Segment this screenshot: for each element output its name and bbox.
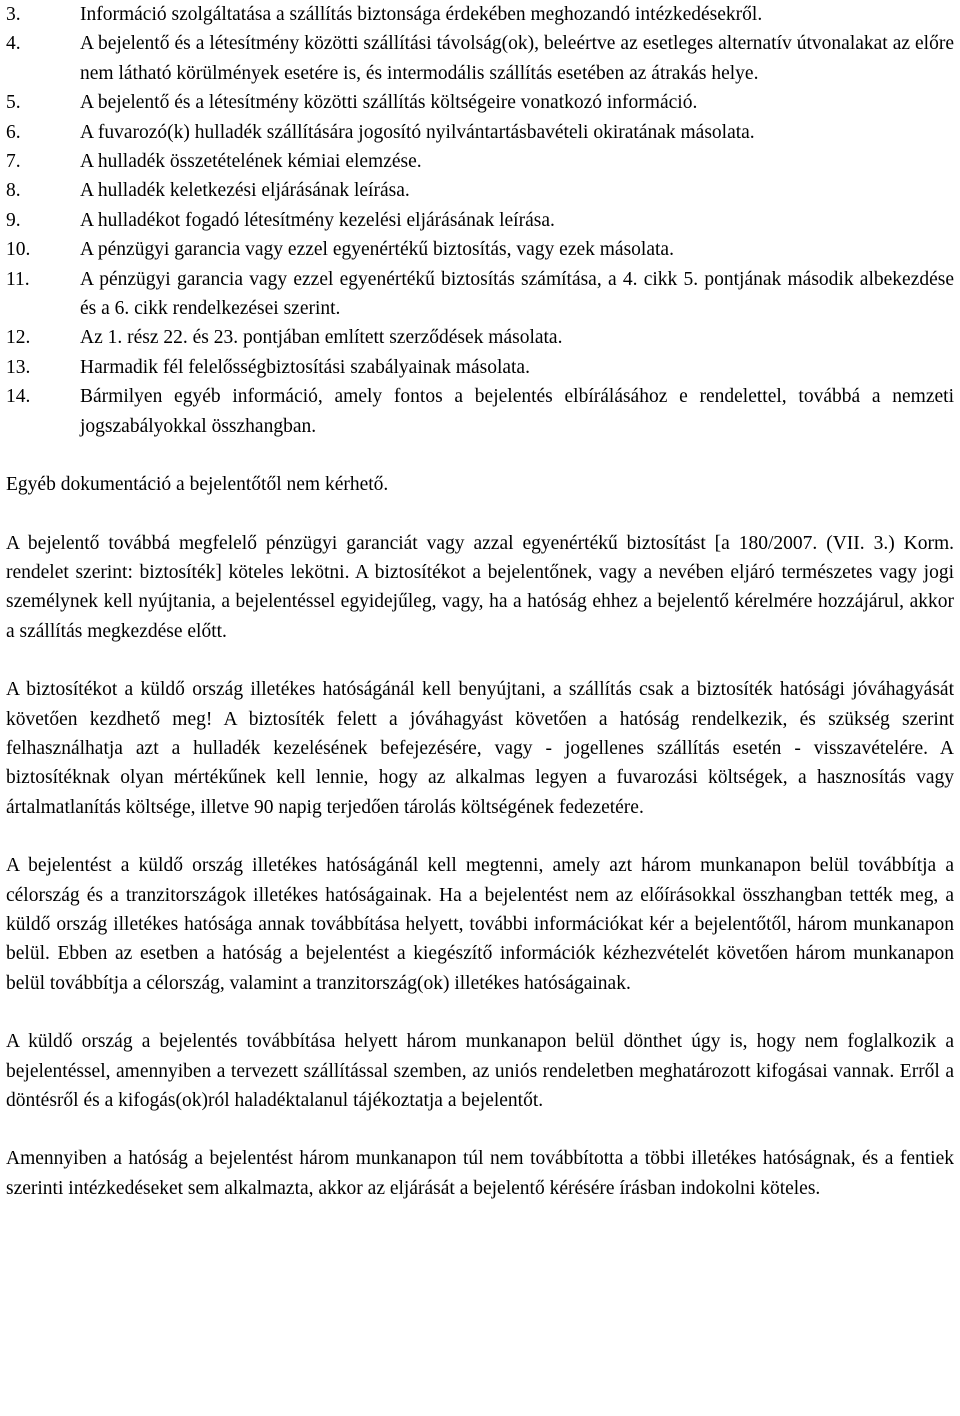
list-item — [6, 206, 954, 235]
list-item-text: Harmadik fél felelősségbiztosítási szabályainak másolata. — [80, 356, 530, 378]
list-item-text: Információ szolgáltatása a szállítás biztonsága érdekében meghozandó intézkedésekről. — [80, 4, 763, 25]
list-item-text: A hulladék keletkezési eljárásának leírása. — [80, 180, 410, 202]
list-item-text: A hulladékot fogadó létesítmény kezelési eljárásának leírása. — [80, 209, 555, 231]
list-item — [6, 0, 954, 29]
list-item-number: 14. — [6, 386, 31, 408]
list-item-text: A bejelentő és a létesítmény közötti szállítás költségeire vonatkozó információ. — [80, 92, 698, 114]
paragraph-sending-country-decision: A küldő ország a bejelentés továbbítása helyett három munkanapon belül dönthet úgy is, hogy nem foglalkozik a bejelentéssel, amennyiben a tervezett szállítással szemben, az uniós rendeletben meghatározott kifogásai vannak. Erről a döntésről és a kifogás(ok)ról haladéktalanul tájékoztatja a bejelentőt. — [6, 1031, 954, 1111]
list-item-text: Bármilyen egyéb információ, amely fontos a bejelentés elbírálásához e rendelettel, továbbá a nemzeti jogszabályokkal összhangban. — [80, 386, 954, 437]
list-item — [6, 147, 954, 176]
list-item — [6, 29, 954, 88]
list-item-number: 6. — [6, 121, 21, 143]
list-item-number: 9. — [6, 209, 21, 231]
paragraph-financial-guarantee: A bejelentő továbbá megfelelő pénzügyi garanciát vagy azzal egyenértékű biztosítást [a 180/2007. (VII. 3.) Korm. rendelet szerint: biztosíték] köteles lekötni. A biztosítékot a bejelentőnek, vagy a nevében eljáró természetes vagy jogi személynek kell nyújtania, a bejelentéssel egyidejűleg, vagy, ha a hatóság ehhez a bejelentő kérelmére hozzájárul, akkor a szállítás megkezdése előtt. — [6, 532, 954, 642]
list-item-text: A pénzügyi garancia vagy ezzel egyenértékű biztosítás, vagy ezek másolata. — [80, 239, 674, 261]
list-item-number: 8. — [6, 180, 21, 202]
list-item-number: 5. — [6, 92, 21, 114]
list-item-text: A bejelentő és a létesítmény közötti szállítási távolság(ok), beleértve az esetleges alternatív útvonalakat az előre nem látható körülmények esetére is, és intermodális szállítás esetében az átrakás helye. — [80, 33, 954, 84]
list-item — [6, 118, 954, 147]
list-item-number: 12. — [6, 327, 31, 349]
requirements-list — [6, 0, 954, 441]
list-item — [6, 235, 954, 264]
list-item — [6, 265, 954, 324]
list-item — [6, 88, 954, 117]
list-item-number: 4. — [6, 33, 21, 55]
list-item-number: 13. — [6, 356, 31, 378]
list-item-text: A hulladék összetételének kémiai elemzése. — [80, 151, 422, 173]
paragraph-justification-duty: Amennyiben a hatóság a bejelentést három munkanapon túl nem továbbította a többi illetékes hatóságnak, és a fentiek szerinti intézkedéseket sem alkalmazta, akkor az eljárását a bejelentő kérésére írásban indokolni köteles. — [6, 1148, 954, 1199]
list-item-text: A fuvarozó(k) hulladék szállítására jogosító nyilvántartásbavételi okiratának másolata. — [80, 121, 755, 143]
list-item-number: 3. — [6, 4, 21, 25]
list-item — [6, 353, 954, 382]
paragraph-guarantee-submission: A biztosítékot a küldő ország illetékes hatóságánál kell benyújtani, a szállítás csak a biztosíték hatósági jóváhagyását követően kezdhető meg! A biztosíték felett a jóváhagyást követően a hatóság rendelkezik, és szükség szerint felhasználhatja azt a hulladék kezelésének befejezésére, vagy - jogellenes szállítás esetén - visszavételére. A biztosítéknak olyan mértékűnek kell lennie, hogy az alkalmas legyen a fuvarozási költségek, a hasznosítás vagy ártalmatlanítás költsége, illetve 90 napig terjedően tárolás költségének fedezetére. — [6, 679, 954, 818]
list-item-number: 11. — [6, 268, 30, 290]
list-item-number: 10. — [6, 239, 31, 261]
list-item-text: A pénzügyi garancia vagy ezzel egyenértékű biztosítás számítása, a 4. cikk 5. pontjának második albekezdése és a 6. cikk rendelkezései szerint. — [80, 268, 954, 320]
paragraph-notification-forwarding: A bejelentést a küldő ország illetékes hatóságánál kell megtenni, amely azt három munkanapon belül továbbítja a célország és a tranzitországok illetékes hatóságainak. Ha a bejelentést nem az előírásokkal összhangban tették meg, a küldő ország illetékes hatósága annak továbbítása helyett, további információkat kér a bejelentőtől, három munkanapon belül. Ebben az esetben a hatóság a bejelentést a kiegészítő információk kézhezvételét követően három munkanapon belül továbbítja a célország, valamint a tranzitország(ok) illetékes hatóságainak. — [6, 855, 954, 994]
list-item — [6, 323, 954, 352]
list-item-text: Az 1. rész 22. és 23. pontjában említett szerződések másolata. — [80, 327, 563, 349]
paragraph-no-other-documents: Egyéb dokumentáció a bejelentőtől nem kérhető. — [6, 474, 389, 496]
list-item-number: 7. — [6, 151, 21, 173]
list-item — [6, 176, 954, 205]
list-item — [6, 382, 954, 441]
